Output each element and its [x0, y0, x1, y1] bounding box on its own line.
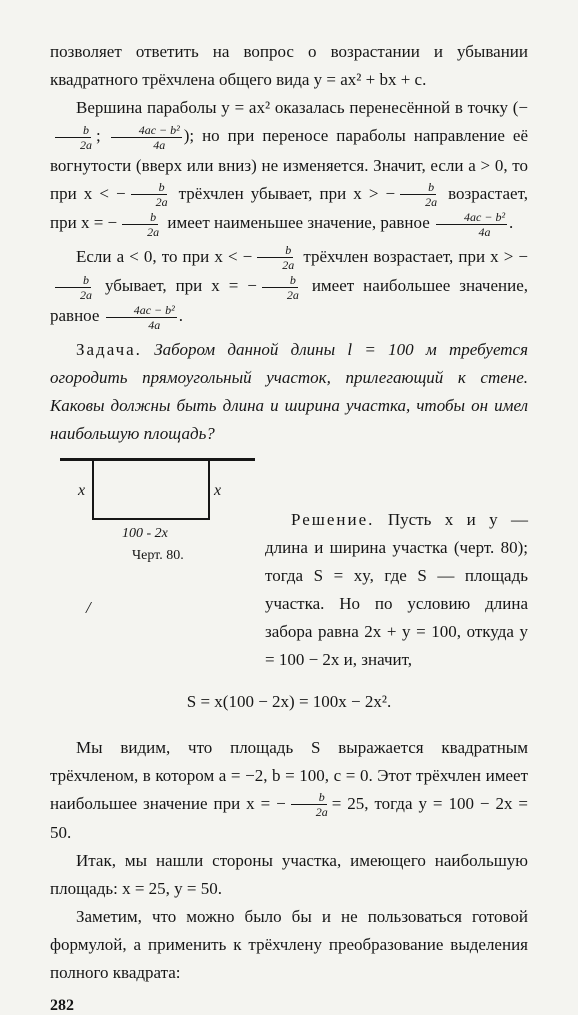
text-segment: ); но при переносе параболы направление её вогнутости (вверх или вниз) не изменяется. Значит, если a > 0, то при x < −: [50, 126, 528, 203]
fraction-denominator: 2a: [80, 137, 92, 152]
text-segment: трёхчлен убывает, при x > −: [178, 183, 396, 203]
fraction-vertex-y: [436, 210, 507, 239]
text-segment: = 25, тогда y = 100 − 2x = 50.: [50, 793, 528, 843]
fraction-denominator: 2a: [282, 258, 295, 273]
fraction-numerator: 4ac − b²: [106, 303, 177, 318]
fraction-denominator: 2a: [147, 224, 160, 239]
fraction-vertex-y: [106, 303, 177, 332]
paragraph-negative-a: Если a < 0, то при x < − $\frac{b}{2a}$ трёхчлен возрастает, при x > − $\frac{b}{2a}$ убывает, при x = − $\frac{b}{2a}$ имеет наибольшее значение, равное $\frac{\text{4ac − b²}}{4a}$ .: [50, 243, 529, 332]
task-block: [50, 450, 528, 674]
text-segment: Вершина параболы y = ax² оказалась перенесённой в точку (−: [76, 98, 528, 117]
fraction-b-over-2a: [119, 210, 161, 239]
fraction-denominator: 2a: [286, 287, 299, 302]
fraction-denominator: 4a: [148, 317, 161, 332]
fraction-numerator: b: [257, 243, 293, 258]
solution-column: [265, 450, 528, 674]
fraction-denominator: 2a: [315, 805, 328, 820]
text-segment: возрастает, при x = −: [50, 183, 528, 233]
fraction-denominator: 4a: [478, 224, 491, 239]
figure-caption: Черт. 80.: [132, 547, 184, 563]
page-number: 282: [50, 997, 74, 1015]
paragraph-vertex: Вершина параболы y = ax² оказалась перенесённой в точку (− $\frac{b}{2a}$ ; $\frac{\text{4ac − b²}}{4a}$ ); но при переносе параболы направление её вогнутости (вверх или вниз) не изменяется. Значит, если a > 0, то при x < − $\frac{b}{2a}$ трёхчлен убывает, при x > − $\frac{b}{2a}$ возрастает, при x = − $\frac{b}{2a}$ имеет наименьшее значение, равное $\frac{\text{4ac − b²}}{4a}$ .: [50, 98, 528, 239]
figure-mark: /: [86, 597, 91, 617]
formula-area: S = x(100 − 2x) = 100x − 2x².: [186, 691, 392, 711]
fraction-b-over-2a: [259, 273, 301, 302]
fraction-denominator: 2a: [80, 287, 92, 302]
paragraph-conclusion: [50, 734, 528, 848]
fraction-b-over-2a: [52, 273, 94, 302]
page: [50, 38, 528, 1015]
fraction-denominator: 2a: [155, 195, 168, 210]
fraction-numerator: b: [262, 273, 298, 288]
text-segment: имеет наибольшее значение, равное: [50, 276, 528, 325]
text-segment: убывает, при x = −: [104, 276, 257, 296]
solution-label: Решение.: [291, 509, 375, 529]
fraction-b-over-2a: [254, 243, 296, 272]
fraction-numerator: b: [291, 790, 327, 805]
fraction-numerator: b: [55, 123, 91, 138]
fraction-numerator: 4ac − b²: [436, 210, 507, 225]
figure-plot-rectangle: [92, 460, 210, 520]
task-text: Забором данной длины l = 100 м требуется огородить прямоугольный участок, прилегающий к стене. Каковы должны быть длина и ширина участка, чтобы он имел наибольшую площадь?: [50, 339, 529, 443]
task-label: Задача.: [76, 339, 142, 359]
fraction-vertex-y: [111, 123, 182, 152]
fraction-numerator: b: [400, 180, 436, 195]
text-segment: Если a < 0, то при x < −: [76, 246, 253, 266]
fraction-numerator: 4ac − b²: [111, 123, 182, 138]
fraction-denominator: 4a: [153, 137, 166, 152]
fraction-b-over-2a: [52, 123, 94, 152]
fraction-denominator: 2a: [425, 195, 438, 210]
paragraph-intro: позволяет ответить на вопрос о возрастании и убывании квадратного трёхчлена общего вида y = ax² + bx + c.: [50, 42, 528, 89]
solution-text: Пусть x и y — длина и ширина участка (черт. 80); тогда S = xy, где S — площадь участка. Но по условию длина забора равна 2x + y = 100, откуда y = 100 − 2x и, значит,: [265, 509, 529, 669]
text-segment: трёхчлен возрастает, при x > −: [303, 246, 529, 266]
figure-bottom-label: 100 - 2x: [122, 525, 168, 541]
paragraph-remark: Заметим, что можно было бы и не пользоваться готовой формулой, а применить к трёхчлену преобразование выделения полного квадрата:: [50, 907, 528, 983]
fraction-numerator: b: [55, 273, 91, 288]
fraction-numerator: b: [122, 210, 158, 225]
figure-right-label: x: [214, 481, 222, 499]
figure-80: [50, 450, 265, 622]
text-segment: Мы видим, что площадь S выражается квадратным трёхчленом, в котором a = −2, b = 100, c = 0. Этот трёхчлен имеет наибольшее значение при x = −: [50, 737, 528, 813]
solution-paragraph: [265, 506, 528, 674]
task-statement: [50, 336, 528, 448]
fraction-b-over-2a: [128, 180, 170, 209]
paragraph-result: Итак, мы нашли стороны участка, имеющего наибольшую площадь: x = 25, y = 50.: [50, 851, 528, 899]
figure-left-label: x: [78, 481, 86, 499]
fraction-b-over-2a: [288, 790, 330, 819]
text-segment: имеет наименьшее значение, равное: [167, 213, 430, 233]
fraction-numerator: b: [131, 180, 167, 195]
fraction-b-over-2a: [397, 180, 439, 209]
